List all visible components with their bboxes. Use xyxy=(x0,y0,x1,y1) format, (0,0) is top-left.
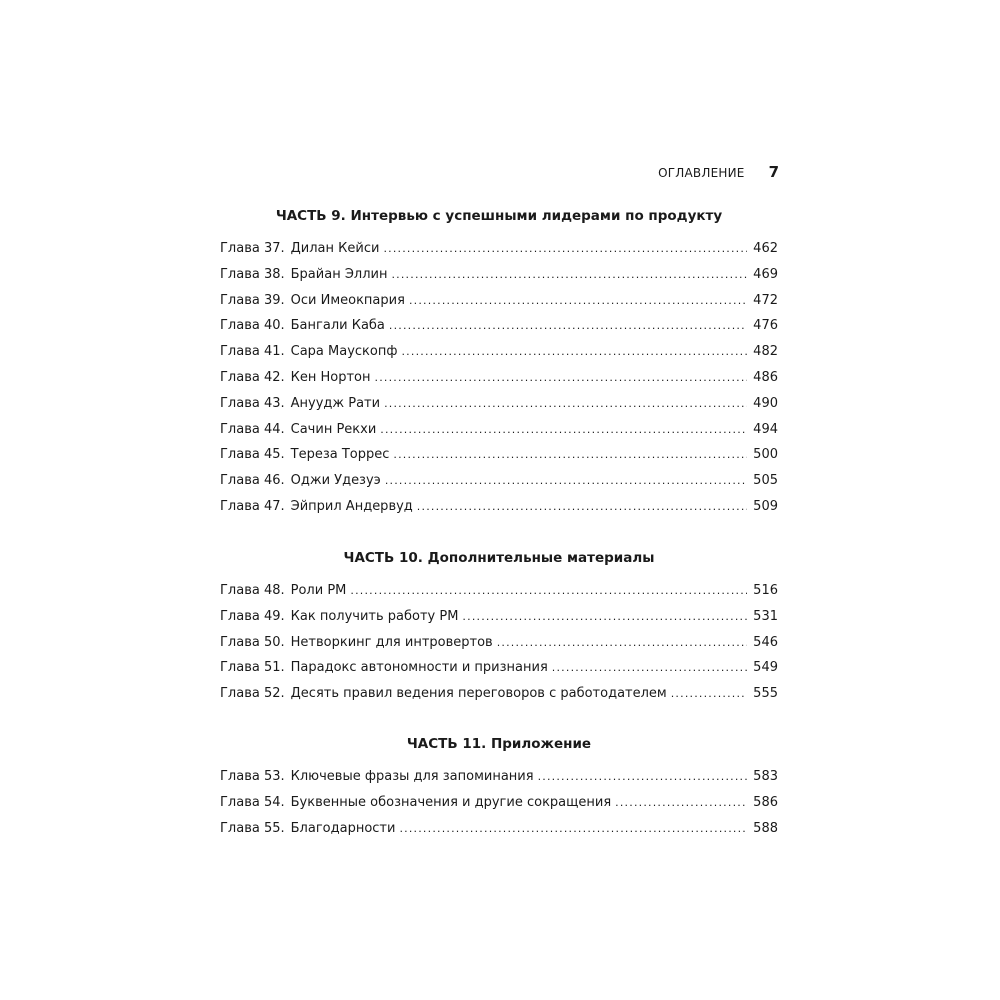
toc-entry[interactable] xyxy=(220,288,778,314)
chapter-title: Бангали Каба xyxy=(290,318,385,334)
dot-leader xyxy=(389,313,747,339)
chapter-page-number: 549 xyxy=(753,660,778,676)
toc-entry[interactable] xyxy=(220,578,778,604)
toc-entry[interactable] xyxy=(220,816,778,842)
chapter-title: Брайан Эллин xyxy=(290,266,388,282)
dot-leader xyxy=(350,578,747,604)
toc-section-9 xyxy=(220,206,778,520)
dot-leader xyxy=(417,494,747,520)
running-header-label: ОГЛАВЛЕНИЕ xyxy=(658,166,745,180)
chapter-page-number: 462 xyxy=(753,241,778,256)
dot-leader xyxy=(393,442,747,468)
dot-leader xyxy=(671,681,747,707)
toc-section-10 xyxy=(220,548,778,707)
chapter-number: Глава 39. xyxy=(220,292,285,308)
chapter-title: Сачин Рекхи xyxy=(290,421,377,437)
chapter-title: Нетворкинг для интровертов xyxy=(290,634,493,650)
chapter-page-number: 555 xyxy=(753,686,778,702)
toc-entry[interactable] xyxy=(220,262,778,288)
chapter-page-number: 472 xyxy=(753,292,778,308)
chapter-page-number: 476 xyxy=(753,318,778,334)
chapter-number: Глава 52. xyxy=(220,686,285,702)
dot-leader xyxy=(399,816,747,842)
dot-leader xyxy=(391,262,747,288)
chapter-number: Глава 43. xyxy=(220,395,285,411)
chapter-page-number: 583 xyxy=(753,769,778,784)
chapter-number: Глава 49. xyxy=(220,608,285,624)
chapter-number: Глава 46. xyxy=(220,473,285,489)
chapter-number: Глава 51. xyxy=(220,660,285,676)
chapter-title: Как получить работу PM xyxy=(290,608,459,624)
chapter-title: Благодарности xyxy=(290,820,396,836)
section-title: ЧАСТЬ 10. Дополнительные материалы xyxy=(343,550,655,566)
toc-entry[interactable] xyxy=(220,365,778,391)
chapter-title: Десять правил ведения переговоров с работодателем xyxy=(290,686,667,702)
chapter-title: Эйприл Андервуд xyxy=(290,498,413,514)
chapter-title: Сара Маускопф xyxy=(290,344,398,360)
chapter-title: Дилан Кейси xyxy=(290,241,380,256)
chapter-title: Оджи Удезуэ xyxy=(290,473,381,489)
toc-entry[interactable] xyxy=(220,790,778,816)
chapter-number: Глава 40. xyxy=(220,318,285,334)
chapter-number: Глава 54. xyxy=(220,794,285,810)
toc-section-11 xyxy=(220,734,778,841)
chapter-page-number: 531 xyxy=(753,608,778,624)
chapter-page-number: 546 xyxy=(753,634,778,650)
toc-entry[interactable] xyxy=(220,391,778,417)
chapter-title: Буквенные обозначения и другие сокращения xyxy=(290,794,612,810)
chapter-title: Оси Имеокпария xyxy=(290,292,405,308)
chapter-page-number: 588 xyxy=(753,820,778,836)
chapter-title: Ануудж Рати xyxy=(290,395,381,411)
toc-entries xyxy=(220,764,778,841)
toc-entry[interactable] xyxy=(220,236,778,262)
toc-entry[interactable] xyxy=(220,339,778,365)
section-title: ЧАСТЬ 11. Приложение xyxy=(406,736,592,752)
chapter-number: Глава 44. xyxy=(220,421,285,437)
toc-entry[interactable] xyxy=(220,681,778,707)
chapter-number: Глава 42. xyxy=(220,369,285,385)
toc-entry[interactable] xyxy=(220,468,778,494)
chapter-page-number: 509 xyxy=(753,498,778,514)
chapter-page-number: 500 xyxy=(753,447,778,463)
dot-leader xyxy=(375,365,748,391)
dot-leader xyxy=(409,288,747,314)
chapter-title: Тереза Торрес xyxy=(290,447,390,463)
chapter-page-number: 486 xyxy=(753,369,778,385)
chapter-page-number: 516 xyxy=(753,583,778,598)
chapter-number: Глава 53. xyxy=(220,769,285,784)
chapter-page-number: 505 xyxy=(753,473,778,489)
dot-leader xyxy=(615,790,747,816)
chapter-number: Глава 55. xyxy=(220,820,285,836)
chapter-page-number: 482 xyxy=(753,344,778,360)
chapter-number: Глава 48. xyxy=(220,583,285,598)
dot-leader xyxy=(401,339,747,365)
chapter-title: Ключевые фразы для запоминания xyxy=(290,769,534,784)
toc-entry[interactable] xyxy=(220,604,778,630)
chapter-number: Глава 41. xyxy=(220,344,285,360)
chapter-number: Глава 45. xyxy=(220,447,285,463)
chapter-title: Роли PM xyxy=(290,583,347,598)
toc-entry[interactable] xyxy=(220,417,778,443)
chapter-title: Парадокс автономности и признания xyxy=(290,660,548,676)
toc-entry[interactable] xyxy=(220,442,778,468)
running-header xyxy=(658,163,779,181)
dot-leader xyxy=(383,236,747,262)
chapter-page-number: 494 xyxy=(753,421,778,437)
chapter-page-number: 490 xyxy=(753,395,778,411)
dot-leader xyxy=(384,391,747,417)
chapter-page-number: 586 xyxy=(753,794,778,810)
chapter-number: Глава 37. xyxy=(220,241,285,256)
toc-entry[interactable] xyxy=(220,313,778,339)
chapter-page-number: 469 xyxy=(753,266,778,282)
section-title: ЧАСТЬ 9. Интервью с успешными лидерами по продукту xyxy=(275,208,723,224)
toc-entry[interactable] xyxy=(220,630,778,656)
toc-entries xyxy=(220,236,778,520)
chapter-number: Глава 38. xyxy=(220,266,285,282)
toc-entry[interactable] xyxy=(220,655,778,681)
dot-leader xyxy=(552,655,747,681)
toc-entries xyxy=(220,578,778,707)
dot-leader xyxy=(497,630,747,656)
dot-leader xyxy=(462,604,747,630)
toc-entry[interactable] xyxy=(220,764,778,790)
page-number: 7 xyxy=(768,163,779,181)
chapter-number: Глава 50. xyxy=(220,634,285,650)
dot-leader xyxy=(385,468,747,494)
chapter-title: Кен Нортон xyxy=(290,369,371,385)
dot-leader xyxy=(380,417,747,443)
chapter-number: Глава 47. xyxy=(220,498,285,514)
dot-leader xyxy=(538,764,748,790)
toc-entry[interactable] xyxy=(220,494,778,520)
